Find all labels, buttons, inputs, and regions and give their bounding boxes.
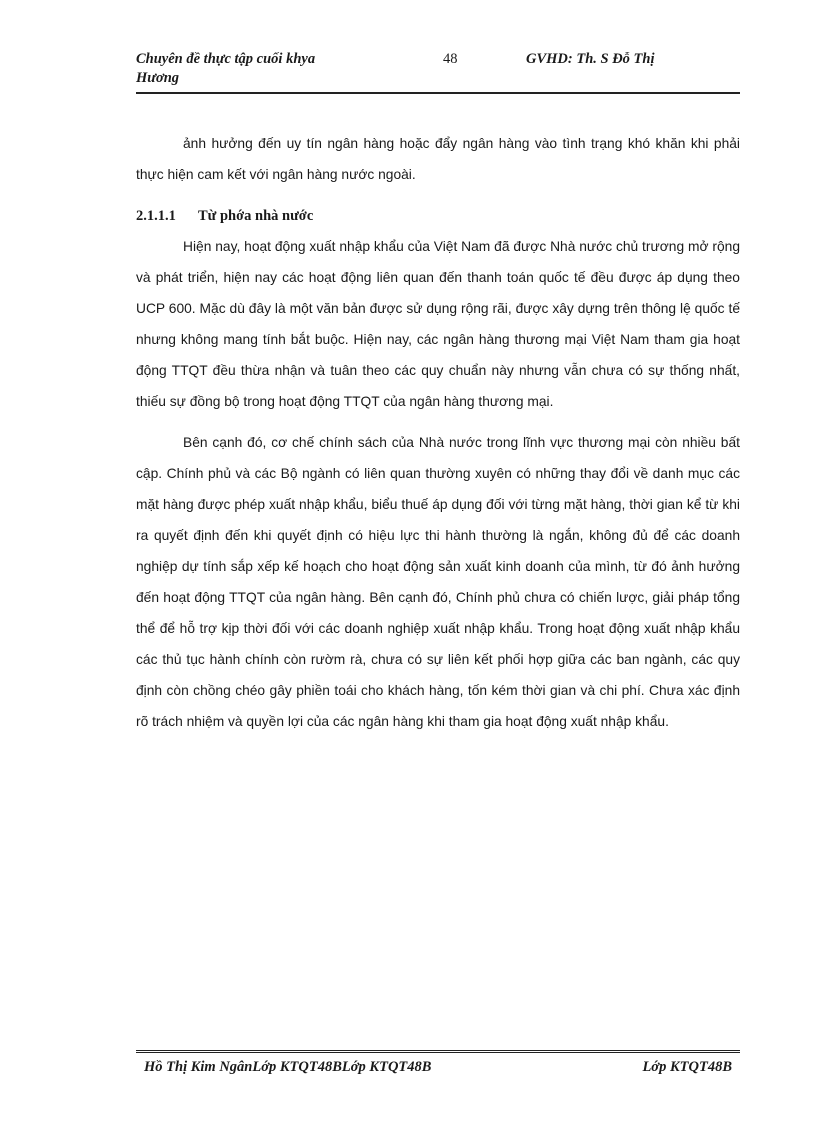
page-footer — [136, 1050, 740, 1081]
section-title: Từ phớa nhà nước — [198, 208, 314, 224]
continuation-paragraph: ảnh hưởng đến uy tín ngân hàng hoặc đẩy ngân hàng vào tình trạng khó khăn khi phải thực hiện cam kết với ngân hàng nước ngoài. — [136, 136, 740, 182]
header-advisor: GVHD: Th. S Đỗ Thị — [526, 51, 655, 67]
footer-class: Lớp KTQT48B — [642, 1059, 732, 1075]
section-heading — [136, 199, 740, 231]
section-number: 2.1.1.1 — [136, 208, 176, 224]
page-number: 48 — [443, 51, 458, 67]
header-title — [136, 50, 376, 88]
footer-author: Hồ Thị Kim NgânLớp KTQT48BLớp KTQT48B — [144, 1059, 432, 1075]
header-title-line2: Hương — [136, 70, 180, 86]
paragraph-1: Hiện nay, hoạt động xuất nhập khẩu của Việt Nam đã được Nhà nước chủ trương mở rộng và phát triển, hiện nay các hoạt động liên quan đến thanh toán quốc tế đều được áp dụng theo UCP 600. Mặc dù đây là một văn bản được sử dụng rộng rãi, được xây dựng trên thông lệ quốc tế nhưng không mang tính bắt buộc. Hiện nay, các ngân hàng thương mại Việt Nam tham gia hoạt động TTQT đều thừa nhận và tuân theo các quy chuẩn này nhưng vẫn chưa có sự thống nhất, thiếu sự đồng bộ trong hoạt động TTQT của ngân hàng thương mại. — [136, 239, 740, 409]
page-body — [136, 128, 740, 747]
header-title-line1: Chuyên đề thực tập cuối khya — [136, 51, 316, 67]
paragraph-2: Bên cạnh đó, cơ chế chính sách của Nhà nước trong lĩnh vực thương mại còn nhiều bất cập. Chính phủ và các Bộ ngành có liên quan thường xuyên có những thay đổi về danh mục các mặt hàng được phép xuất nhập khẩu, biểu thuế áp dụng đối với từng mặt hàng, thời gian kể từ khi ra quyết định đến khi quyết định có hiệu lực thi hành thường là ngắn, không đủ để các doanh nghiệp dự tính sắp xếp kế hoạch cho hoạt động sản xuất kinh doanh của mình, từ đó ảnh hưởng đến hoạt động TTQT của ngân hàng. Bên cạnh đó, Chính phủ chưa có chiến lược, giải pháp tổng thể để hỗ trợ kịp thời đối với các doanh nghiệp xuất nhập khẩu. Trong hoạt động xuất nhập khẩu các thủ tục hành chính còn rườm rà, chưa có sự liên kết phối hợp giữa các ban ngành, các quy định còn chồng chéo gây phiền toái cho khách hàng, tốn kém thời gian và chi phí. Chưa xác định rõ trách nhiệm và quyền lợi của các ngân hàng khi tham gia hoạt động xuất nhập khẩu. — [136, 435, 740, 729]
page-header — [136, 50, 740, 94]
